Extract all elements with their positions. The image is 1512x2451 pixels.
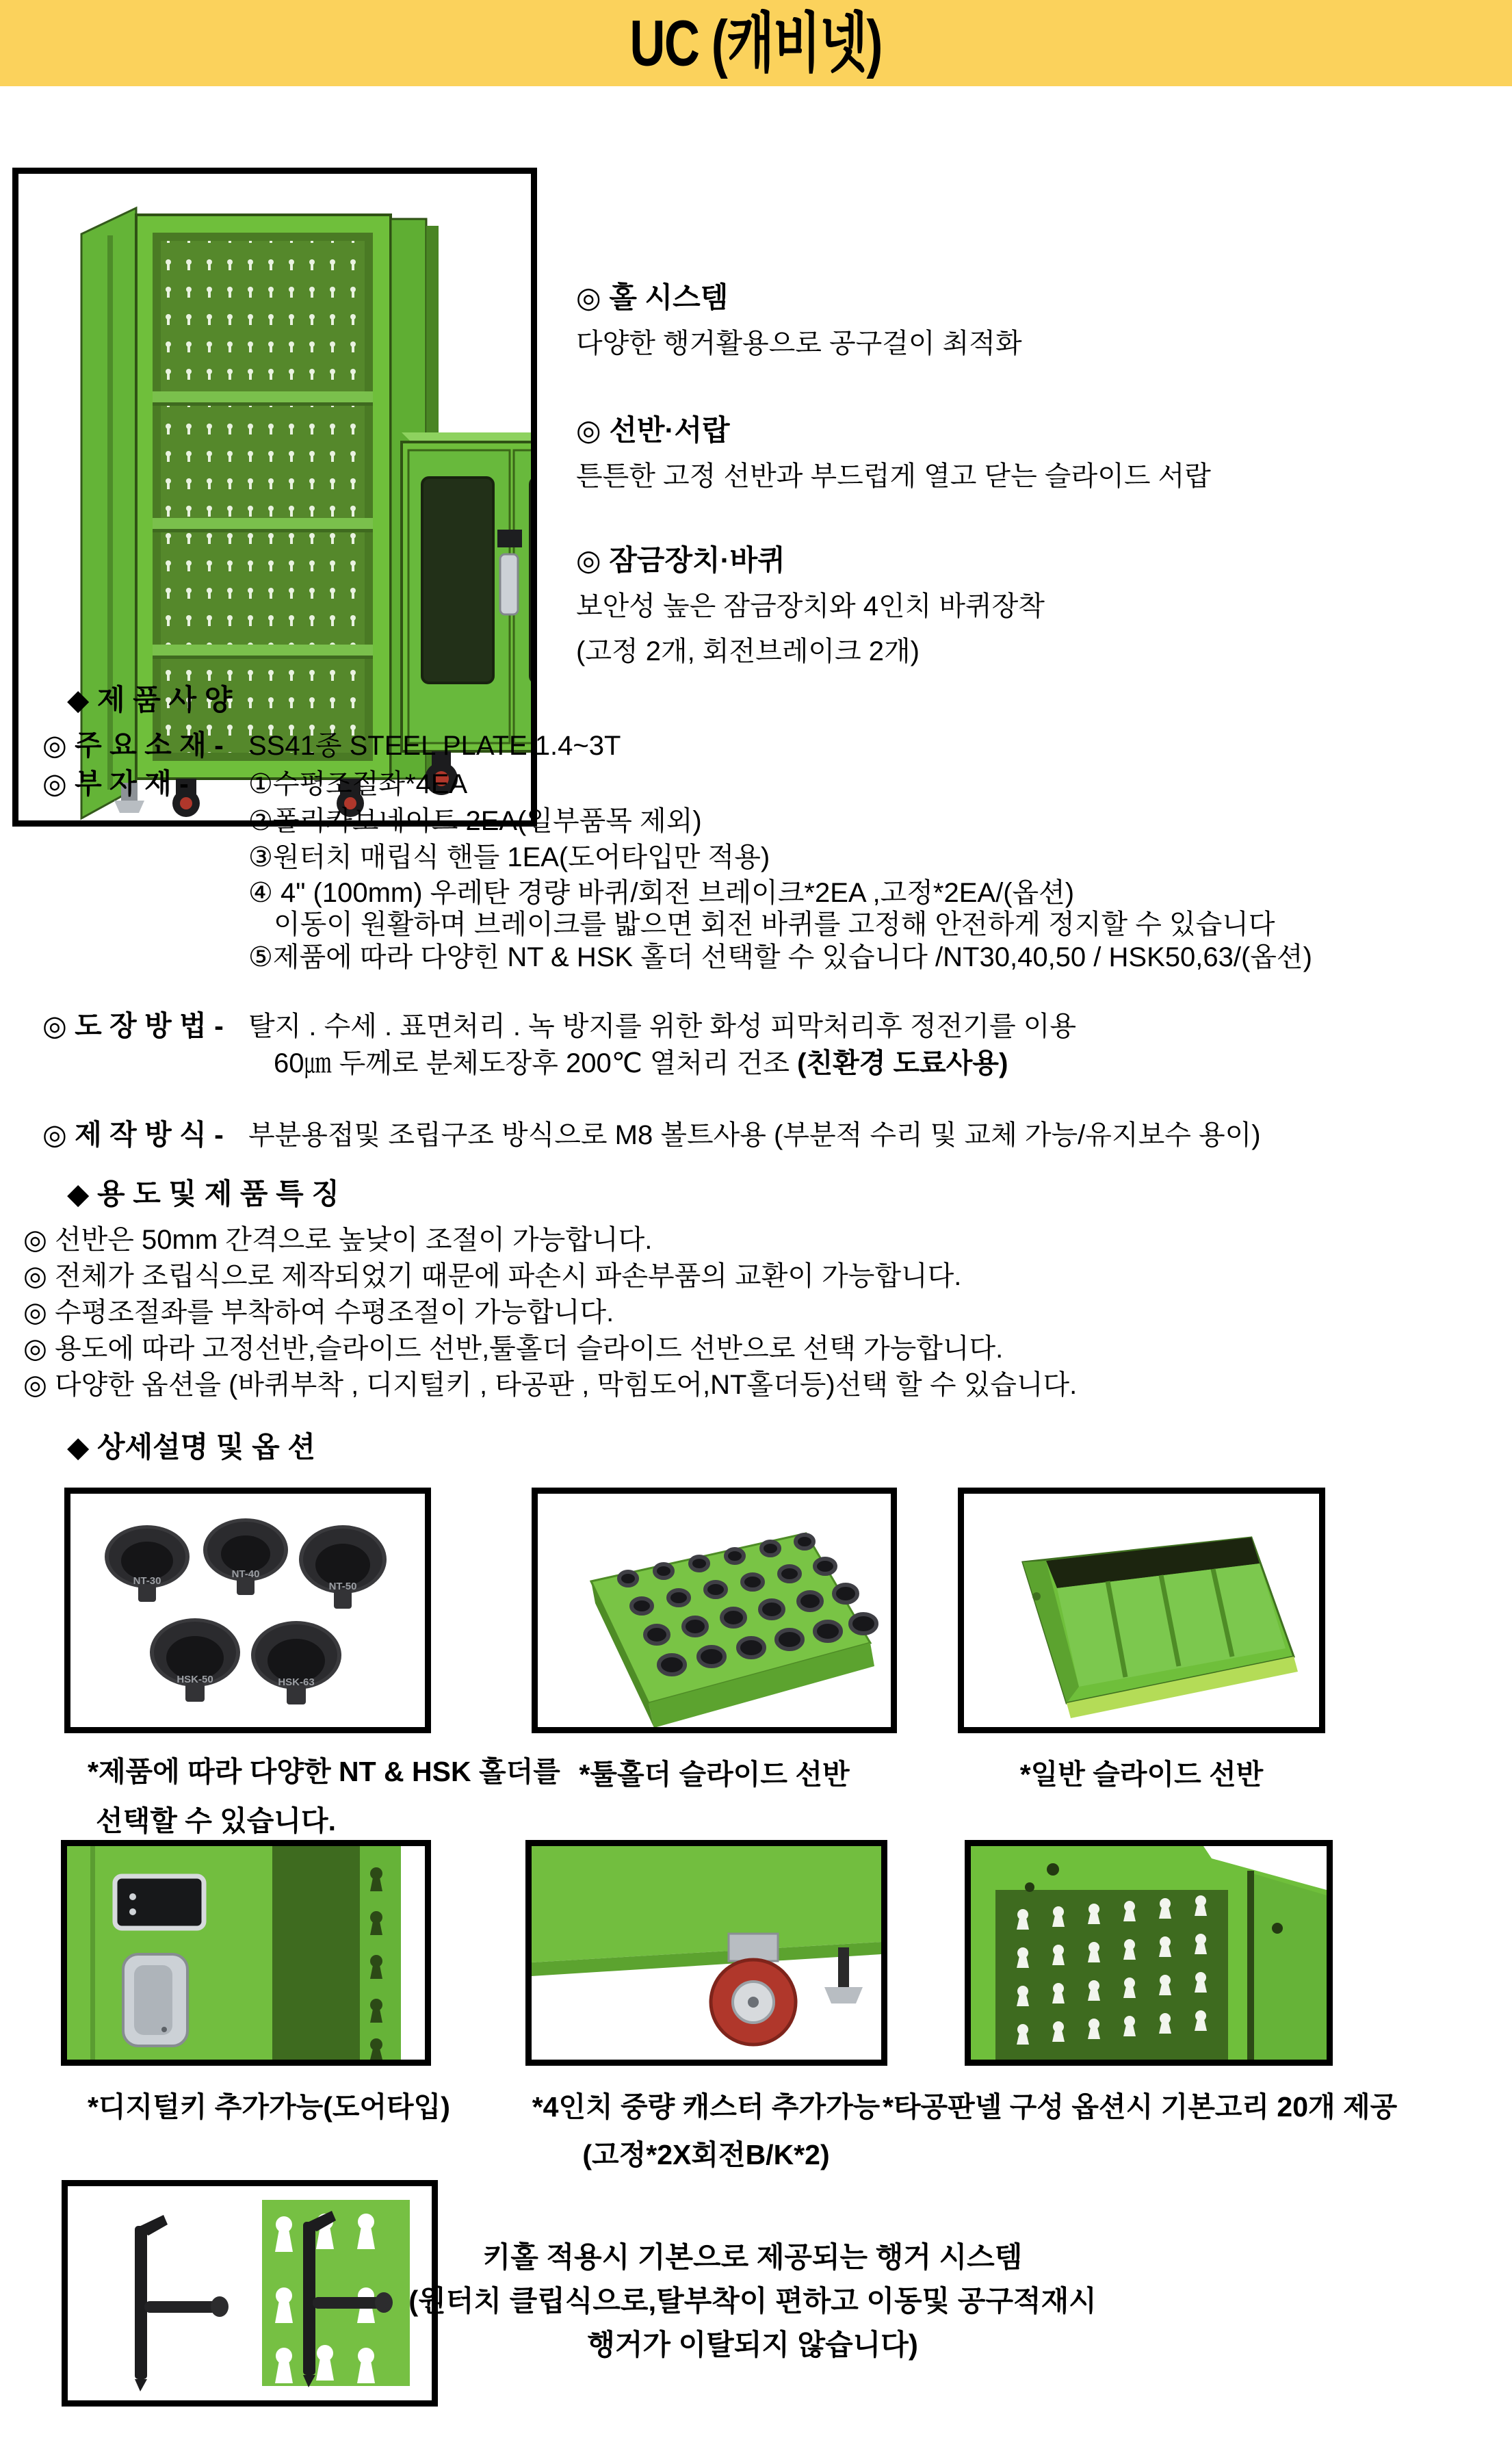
option-image-holders	[64, 1488, 431, 1733]
lock-handle	[500, 554, 518, 614]
hero-text-lock-wheel: 보안성 높은 잠금장치와 4인치 바퀴장착	[576, 591, 1045, 621]
feature-item: ◎ 전체가 조립식으로 제작되었기 때문에 파손시 파손부품의 교환이 가능합니다.	[23, 1261, 962, 1291]
holder-label: NT-30	[133, 1575, 161, 1587]
caption-perforated-panel: *타공판넬 구성 옵션시 기본고리 20개 제공	[883, 2091, 1398, 2123]
spec-paint-line2-bold: (친환경 도료사용)	[797, 1048, 1008, 1078]
hanger-illustration	[68, 2186, 432, 2400]
digital-keypad	[115, 1876, 204, 1928]
hero-heading-shelf-drawer: ◎ 선반·서랍	[576, 414, 730, 446]
hanger-text-line1: 키홀 적용시 기본으로 제공되는 행거 시스템	[482, 2241, 1023, 2273]
spec-paint-line1: 탈지 . 수세 . 표면처리 . 녹 방지를 위한 화성 피막처리후 정전기를 이용	[248, 1011, 1076, 1041]
hero-text-hole-system: 다양한 행거활용으로 공구걸이 최적화	[576, 328, 1022, 359]
feature-item: ◎ 용도에 따라 고정선반,슬라이드 선반,툴홀더 슬라이드 선반으로 선택 가능합니다.	[23, 1334, 1004, 1364]
spec-build-value: 부분용접및 조립구조 방식으로 M8 볼트사용 (부분적 수리 및 교체 가능/유지보수 용이)	[248, 1120, 1261, 1150]
caption-caster-line2: (고정*2X회전B/K*2)	[582, 2139, 830, 2170]
caption-holders-line2: 선택할 수 있습니다.	[96, 1805, 337, 1837]
hanger-system-image	[62, 2180, 438, 2407]
hero-heading-lock-wheel: ◎ 잠금장치·바퀴	[576, 544, 785, 576]
holder-label: NT-50	[328, 1581, 357, 1592]
caption-toolholder-shelf: *툴홀더 슬라이드 선반	[579, 1759, 850, 1790]
spec-material-label: ◎ 주 요 소 재 -	[42, 729, 224, 761]
spec-material-value: SS41종 STEEL PLATE 1.4~3T	[248, 731, 621, 761]
caption-holders-line1: *제품에 따라 다양한 NT & HSK 홀더를	[88, 1756, 560, 1787]
spec-parts-item-4-cont: 이동이 원활하며 브레이크를 밟으면 회전 바퀴를 고정해 안전하게 정지할 수 있습니다	[274, 909, 1275, 939]
spec-parts-label: ◎ 부 자 재 -	[42, 768, 189, 799]
holder-label: HSK-63	[278, 1676, 315, 1688]
door-window-right	[530, 478, 531, 683]
spec-parts-item-5: ⑤제품에 따라 다양힌 NT & HSK 홀더 선택할 수 있습니다 /NT30,40,50 / HSK50,63/(옵션)	[248, 942, 1312, 972]
page-header	[0, 0, 1512, 86]
spec-build-label: ◎ 제 작 방 식 -	[42, 1119, 224, 1150]
general-shelf-illustration	[964, 1494, 1319, 1727]
hero-heading-hole-system: ◎ 홀 시스템	[576, 281, 729, 313]
hero-text-shelf-drawer: 튼튼한 고정 선반과 부드럽게 열고 닫는 슬라이드 서랍	[576, 461, 1211, 491]
door-window-left	[422, 478, 493, 683]
lock-display	[497, 530, 522, 547]
option-image-caster	[525, 1840, 887, 2066]
spec-parts-item-2: ②폴리카보네이트 2EA(일부품목 제외)	[248, 806, 702, 836]
spec-paint-line2-normal: 60㎛ 두께로 분체도장후 200℃ 열처리 건조	[274, 1048, 798, 1078]
digital-key-illustration	[67, 1846, 425, 2060]
feature-item: ◎ 선반은 50mm 간격으로 높낮이 조절이 가능합니다.	[23, 1225, 653, 1255]
option-image-digital-key	[61, 1840, 431, 2066]
spec-parts-value: ①수평조절좌*4EA	[248, 769, 468, 799]
option-image-perforated-panel	[965, 1840, 1333, 2066]
toolholder-shelf-illustration	[538, 1494, 891, 1727]
hero-text-lock-wheel-2: (고정 2개, 회전브레이크 2개)	[576, 636, 920, 666]
hanger-text-line3: 행거가 이탈되지 않습니다)	[587, 2329, 918, 2361]
spec-parts-item-3: ③원터치 매립식 핸들 1EA(도어타입만 적용)	[248, 842, 770, 872]
option-image-general-shelf	[958, 1488, 1325, 1733]
leveling-foot-stem	[838, 1947, 849, 1987]
section-title-specs: ◆ 제 품 사 양	[67, 684, 233, 716]
spec-paint-label: ◎ 도 장 방 법 -	[42, 1010, 224, 1041]
caster-illustration	[532, 1846, 881, 2060]
nt-hsk-holders-illustration	[70, 1494, 425, 1727]
section-title-features: ◆ 용 도 및 제 품 특 징	[67, 1178, 339, 1210]
page-title: UC (캐비넷)	[629, 6, 883, 79]
spec-paint-line2	[274, 1041, 1008, 1080]
holder-label: HSK-50	[177, 1674, 213, 1685]
caster-fork	[729, 1934, 778, 1961]
feature-item: ◎ 다양한 옵션을 (바퀴부착 , 디지털키 , 타공판 , 막힘도어,NT홀더등)선택 할 수 있습니다.	[23, 1370, 1078, 1400]
option-image-toolholder-shelf	[532, 1488, 897, 1733]
caption-general-shelf: *일반 슬라이드 선반	[1019, 1759, 1264, 1790]
perforated-panel-illustration	[971, 1846, 1327, 2060]
caption-caster-line1: *4인치 중량 캐스터 추가가능	[532, 2091, 881, 2123]
spec-parts-item-4: ④ 4" (100mm) 우레탄 경량 바퀴/회전 브레이크*2EA ,고정*2EA/(옵션)	[248, 878, 1075, 908]
feature-item: ◎ 수평조절좌를 부착하여 수평조절이 가능합니다.	[23, 1297, 614, 1327]
hanger-text-line2: (원터치 클립식으로,탈부착이 편하고 이동및 공구적재시	[408, 2285, 1097, 2317]
holder-label: NT-40	[231, 1568, 260, 1580]
section-title-options: ◆ 상세설명 및 옵 션	[67, 1431, 315, 1463]
caption-digital-key: *디지털키 추가가능(도어타입)	[88, 2091, 450, 2123]
